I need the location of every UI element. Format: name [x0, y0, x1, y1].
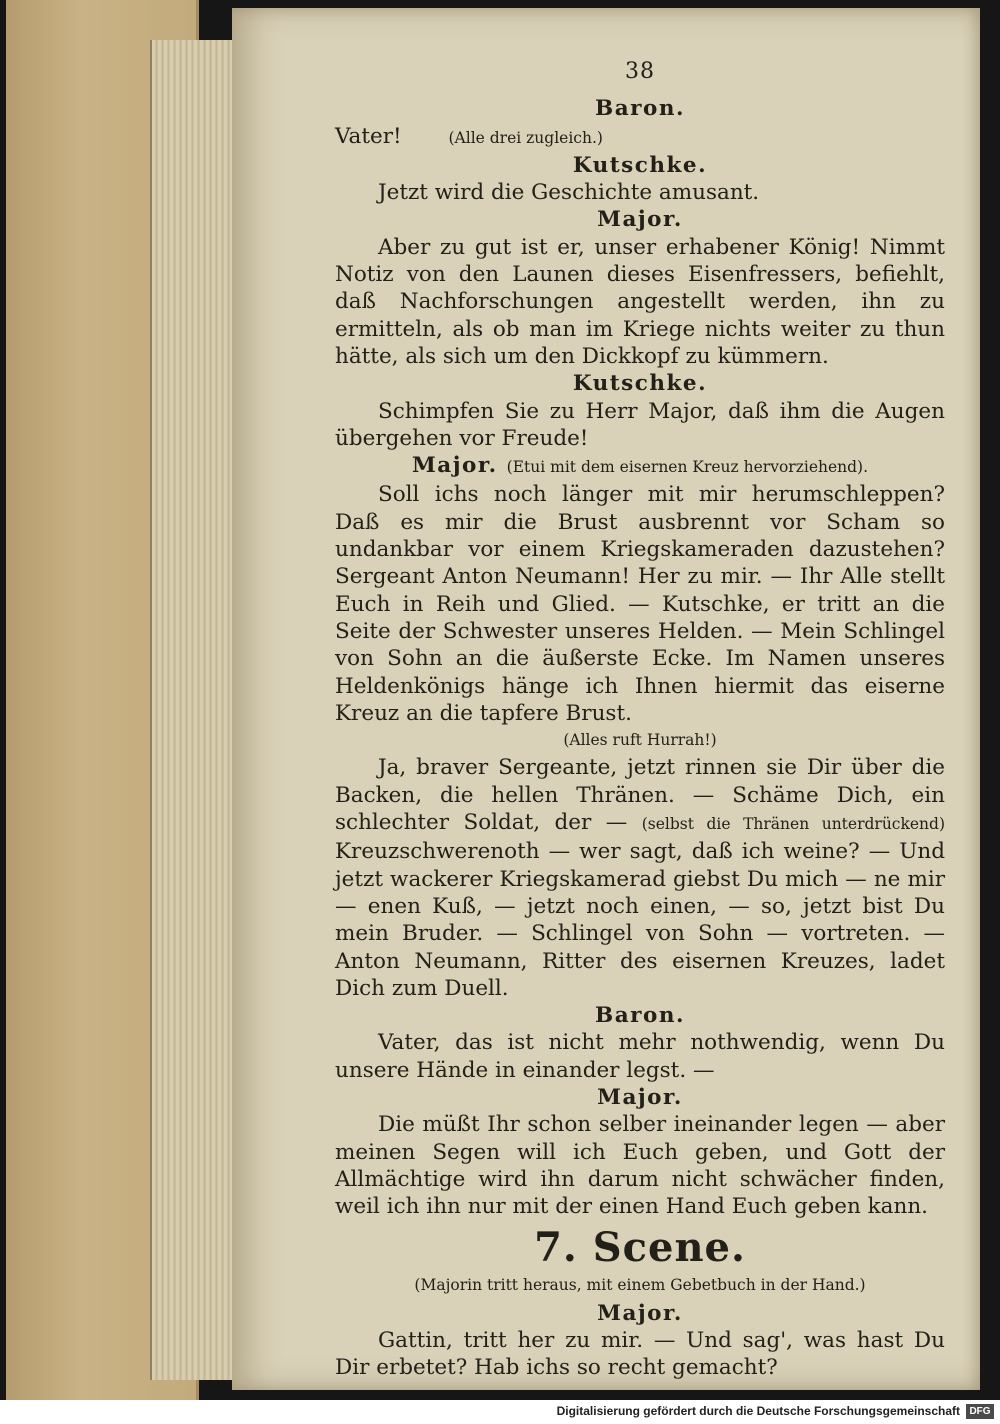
speaker-heading: Major.: [597, 207, 683, 233]
stage-direction: (Etui mit dem eisernen Kreuz hervorziehend).: [506, 458, 869, 477]
speaker-heading: Baron.: [595, 1003, 685, 1029]
dialogue-paragraph: Soll ichs noch länger mit mir herumschleppen? Daß es mir die Brust ausbrennt vor Scham so undankbar vor einem Kriegskameraden dazustehen? Sergeant Anton Neumann! Her zu mir. — Ihr Alle stellt Euch in Reih und Glied. — Kutschke, er tritt an die Seite der Schwester unseres Helden. — Mein Schlingel von Sohn an die äußerste Ecke. Im Namen unseres Heldenkönigs hänge ich Ihnen hiermit das eiserne Kreuz an die tapfere Brust.: [335, 482, 945, 726]
dialogue-text: Vater!: [335, 123, 402, 149]
speaker-heading-with-direction: [335, 452, 945, 481]
book-page: [232, 8, 980, 1390]
speaker-name: Major.: [411, 453, 498, 479]
stage-direction: (Alles ruft Hurrah!): [563, 731, 717, 750]
dialogue-text: Kreuzschwerenoth — wer sagt, daß ich weine? — Und jetzt wackerer Kriegskamerad giebst Du mich — ne mir — enen Kuß, — jetzt noch einen, — so, jetzt bist Du mein Bruder. — Schlingel von Sohn — vortreten. — Anton Neumann, Ritter des eisernen Kreuzes, ladet Dich zum Duell.: [335, 839, 945, 1001]
footer-credit: Digitalisierung gefördert durch die Deutsche Forschungsgemeinschaft: [556, 1404, 960, 1418]
footer-bar: [0, 1400, 1000, 1424]
dialogue-paragraph: Die müßt Ihr schon selber ineinander legen — aber meinen Segen will ich Euch geben, und Gott der Allmächtige wird ihn darum nicht schwächer finden, weil ich ihn nur mit der einen Hand Euch geben kann.: [335, 1112, 945, 1220]
dialogue-paragraph: [335, 754, 945, 1002]
dialogue-paragraph: Aber zu gut ist er, unser erhabener König! Nimmt Notiz von den Launen dieses Eisenfressers, befiehlt, daß Nachforschungen angestellt werden, ihn zu ermitteln, als ob man im Kriege nichts weiter zu thun hätte, als sich um den Dickkopf zu kümmern.: [335, 234, 945, 369]
dialogue-paragraph: Gattin, tritt her zu mir. — Und sag', was hast Du Dir erbetet? Hab ichs so recht gemacht?: [335, 1328, 945, 1381]
speaker-heading: Baron.: [595, 96, 685, 122]
stage-direction: (Majorin tritt heraus, mit einem Gebetbuch in der Hand.): [414, 1276, 866, 1295]
speaker-heading: Kutschke.: [572, 371, 708, 397]
page-edges: [150, 40, 242, 1380]
dialogue-text: Ja, braver Sergeante, jetzt rinnen sie Dir über die Backen, die hellen Thränen. — Schäme Dich, ein schlechter Soldat, der —: [335, 755, 945, 836]
dialogue-paragraph: Jetzt wird die Geschichte amusant.: [378, 180, 760, 206]
dialogue-line: [335, 123, 945, 152]
page-content: [335, 58, 945, 1382]
stage-direction: (selbst die Thränen unterdrückend): [641, 815, 945, 834]
scene-heading: 7. Scene.: [534, 1224, 746, 1272]
page-number: 38: [625, 59, 655, 84]
stage-direction: (Alle drei zugleich.): [448, 128, 603, 147]
speaker-heading: Major.: [597, 1084, 683, 1110]
speaker-heading: Kutschke.: [572, 152, 708, 178]
dialogue-paragraph: Schimpfen Sie zu Herr Major, daß ihm die Augen übergehen vor Freude!: [335, 398, 945, 451]
speaker-heading: Major.: [597, 1300, 683, 1326]
dialogue-paragraph: Vater, das ist nicht mehr nothwendig, wenn Du unsere Hände in einander legst. —: [335, 1030, 945, 1083]
dfg-logo: DFG: [966, 1404, 994, 1419]
